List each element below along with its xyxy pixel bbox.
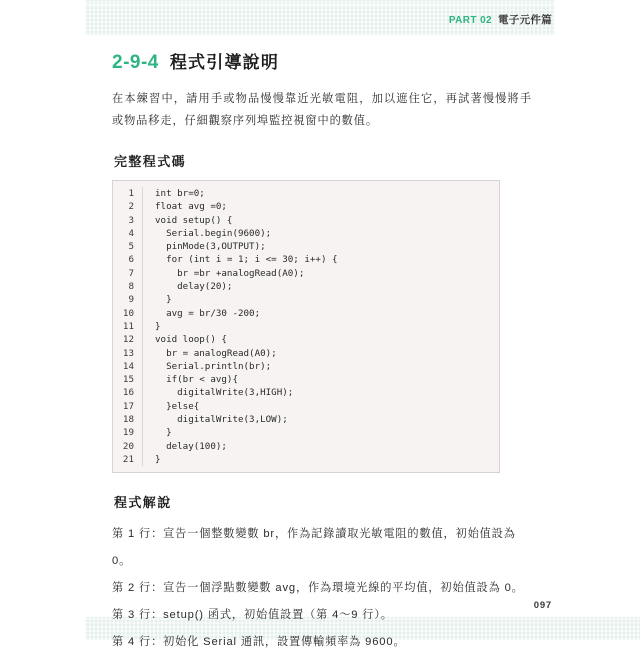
code-line-source: digitalWrite(3,LOW);: [155, 414, 288, 426]
code-line-source: }: [155, 294, 172, 306]
code-line: [113, 413, 499, 426]
explanation-item: 第 1 行：宣告一個整數變數 br，作為記錄讀取光敏電阻的數值，初始值設為 0。: [112, 528, 516, 568]
code-line-source: avg = br/30 -200;: [155, 307, 261, 319]
running-head-part-label: PART 02: [448, 15, 492, 26]
code-line-number: 8: [113, 280, 143, 293]
code-line-number: 7: [113, 267, 143, 280]
code-line-number: 3: [113, 214, 143, 227]
code-line-source: br =br +analogRead(A0);: [155, 267, 305, 279]
code-line: [113, 373, 499, 386]
code-line-source: int br=0;: [155, 188, 205, 199]
code-line-number: 14: [113, 360, 143, 373]
code-line-source: pinMode(3,OUTPUT);: [155, 241, 266, 253]
code-line-number: 13: [113, 347, 143, 360]
running-head: [449, 12, 552, 27]
code-line-source: }: [155, 427, 172, 439]
explanation-item: 第 2 行：宣告一個浮點數變數 avg，作為環境光線的平均值，初始值設為 0。: [112, 582, 524, 595]
code-line-number: 6: [113, 253, 143, 266]
code-line-source: digitalWrite(3,HIGH);: [155, 387, 294, 399]
code-line-number: 17: [113, 400, 143, 413]
code-line: [113, 320, 499, 333]
explanation-section-heading: 程式解說: [114, 495, 172, 511]
page-number: 097: [533, 600, 552, 611]
explanation-item: 第 4 行：初始化 Serial 通訊，設置傳輸頻率為 9600。: [112, 636, 406, 649]
code-line-number: 12: [113, 333, 143, 346]
code-line: [113, 200, 499, 213]
code-line-number: 19: [113, 426, 143, 439]
code-line: [113, 187, 499, 200]
code-line-source: }: [155, 320, 161, 332]
code-line: [113, 426, 499, 439]
code-line: [113, 400, 499, 413]
code-line: [113, 240, 499, 253]
code-line: [113, 293, 499, 306]
code-line: [113, 253, 499, 266]
code-line-number: 16: [113, 386, 143, 399]
code-line-number: 5: [113, 240, 143, 253]
section-title: 程式引導說明: [169, 53, 280, 72]
explanation-item: 第 3 行：setup() 函式，初始值設置（第 4～9 行）。: [112, 609, 393, 622]
code-line-source: }: [155, 453, 161, 465]
code-line-source: }else{: [155, 400, 200, 412]
code-line: [113, 214, 499, 227]
explanation-list: [112, 521, 532, 656]
code-section-heading: 完整程式碼: [114, 154, 187, 169]
section-heading: [112, 48, 532, 74]
code-line-source: Serial.begin(9600);: [155, 227, 272, 239]
code-line-number: 4: [113, 227, 143, 240]
code-line-source: float avg =0;: [155, 201, 227, 213]
code-line-number: 2: [113, 200, 143, 213]
code-line: [113, 386, 499, 399]
code-line: [113, 347, 499, 360]
code-line-source: delay(20);: [155, 281, 233, 293]
code-line: [113, 440, 499, 453]
explanation-section-heading-wrap: [112, 495, 532, 521]
code-line-number: 20: [113, 440, 143, 453]
code-line-number: 18: [113, 413, 143, 426]
code-line-source: br = analogRead(A0);: [155, 347, 277, 359]
section-number: 2-9-4: [112, 52, 159, 73]
code-section-heading-wrap: [112, 154, 532, 180]
code-line-number: 11: [113, 320, 143, 333]
code-line-number: 1: [113, 187, 143, 200]
code-line: [113, 227, 499, 240]
code-line: [113, 333, 499, 346]
code-line: [113, 453, 499, 466]
running-head-part-name: 電子元件篇: [498, 14, 552, 26]
code-line-number: 9: [113, 293, 143, 306]
code-line-source: Serial.println(br);: [155, 360, 272, 372]
code-line-number: 15: [113, 373, 143, 386]
code-block: [112, 180, 500, 473]
code-line: [113, 307, 499, 320]
code-line: [113, 267, 499, 280]
code-line-source: void loop() {: [155, 334, 227, 346]
code-line-source: if(br < avg){: [155, 374, 238, 386]
intro-paragraph: 在本練習中，請用手或物品慢慢靠近光敏電阻，加以遮住它，再試著慢慢將手或物品移走，仔細觀察序列埠監控視窗中的數值。: [112, 93, 532, 127]
code-line: [113, 360, 499, 373]
code-line-number: 21: [113, 453, 143, 466]
page-content: [112, 48, 532, 656]
code-line-number: 10: [113, 307, 143, 320]
code-line-source: delay(100);: [155, 440, 227, 452]
code-line-source: void setup() {: [155, 214, 233, 226]
code-line-source: for (int i = 1; i <= 30; i++) {: [155, 254, 338, 266]
code-line: [113, 280, 499, 293]
